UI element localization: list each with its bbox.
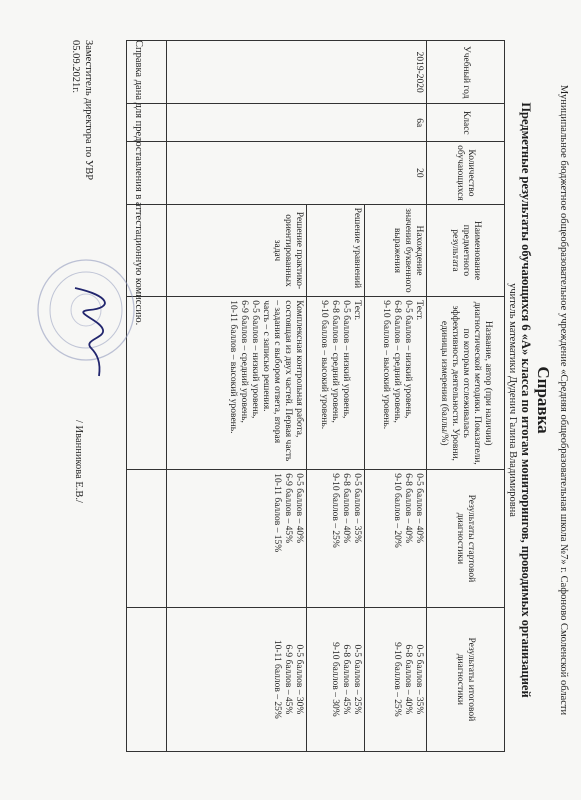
header-final: Результаты итоговой диагностики <box>427 607 505 751</box>
signer-name: / Иванникова Е.В./ <box>73 420 84 503</box>
cell-method <box>365 297 427 470</box>
start-line: 0-5 баллов – 40% <box>414 473 424 543</box>
cell-final <box>307 607 365 751</box>
signer-role: Заместитель директора по УВР <box>83 40 94 181</box>
header-year: Учебный год <box>427 41 505 104</box>
method-line: 9-10 баллов – высокий уровень. <box>319 300 329 430</box>
start-line: 0-5 баллов – 35% <box>352 473 362 543</box>
cell-result-name: Нахождение значения буквенного выражения <box>365 204 427 297</box>
organization-name: Муниципальное бюджетное общеобразовательное учреждение «Средняя общеобразовательная школа №7» г. Сафоново Смоленской области <box>558 84 569 716</box>
empty-cell <box>127 470 167 608</box>
final-line: 9-10 баллов – 25% <box>392 642 402 717</box>
header-result-name: Наименование предметного результата <box>427 204 505 297</box>
document-title: Справка <box>534 366 553 434</box>
start-line: 9-10 баллов – 25% <box>330 473 340 548</box>
start-line: 6-8 баллов – 40% <box>341 473 351 543</box>
signature-mark <box>75 288 105 376</box>
teacher-line: учитель математики Дуденич Галина Владимировна <box>507 283 518 517</box>
start-line: 10-11 баллов – 15% <box>272 473 282 553</box>
method-line: 0-5 баллов – низкий уровень, <box>341 300 351 419</box>
final-line: 0-5 баллов – 25% <box>352 644 362 715</box>
final-line: 0-5 баллов – 35% <box>414 644 424 715</box>
header-start: Результаты стартовой диагностики <box>427 470 505 608</box>
method-line: 0-5 баллов – низкий уровень, <box>403 300 413 419</box>
final-line: 6-9 баллов – 45% <box>283 644 293 715</box>
cell-start <box>167 470 307 608</box>
method-line: Комплексная контрольная работа, состоящая из двух частей. Первая часть – задания с выбором ответа, вторая часть – с записью решения. <box>261 300 304 462</box>
method-line: 6-9 баллов – средний уровень, <box>239 300 249 423</box>
cell-final <box>365 607 427 751</box>
method-line: 0-5 баллов – низкий уровень, <box>250 300 260 419</box>
cell-method <box>307 297 365 470</box>
method-line: Тест. <box>414 300 424 321</box>
method-line: 9-10 баллов – высокий уровень. <box>381 300 391 430</box>
final-line: 10-11 баллов – 25% <box>272 639 282 719</box>
cell-result-name: Решение практико-ориентированных задач <box>167 204 307 297</box>
header-class: Класс <box>427 104 505 142</box>
footer-note: Справка дана для предоставления в аттестационную комиссию. <box>133 40 144 326</box>
final-line: 6-8 баллов – 45% <box>341 644 351 715</box>
method-line: Тест. <box>352 300 362 321</box>
method-line: 6-8 баллов – средний уровень, <box>392 300 402 423</box>
document-date: 05.09.2021г. <box>70 40 81 93</box>
start-line: 6-8 баллов – 40% <box>403 473 413 543</box>
cell-start <box>365 470 427 608</box>
final-line: 9-10 баллов – 30% <box>330 642 340 717</box>
cell-count: 20 <box>167 142 427 205</box>
results-table <box>126 40 505 752</box>
table-row <box>365 41 427 752</box>
cell-final <box>167 607 307 751</box>
method-line: 6-8 баллов – средний уровень, <box>330 300 340 423</box>
start-line: 6-9 баллов – 45% <box>283 473 293 543</box>
cell-method <box>167 297 307 470</box>
header-method: Название, автор (при наличии) диагностической методики. Показатели, по которым отслеживалась эффективность деятельности. Уровни, единицы измерения (баллы/%) <box>427 297 505 470</box>
cell-class: 6а <box>167 104 427 142</box>
final-line: 6-8 баллов – 40% <box>403 644 413 715</box>
cell-start <box>307 470 365 608</box>
start-line: 0-5 баллов – 40% <box>294 473 304 543</box>
round-stamp-icon <box>31 250 141 390</box>
document-subtitle: Предметные результаты обучающихся 6 «А» класса по итогам мониторингов, проводимых организацией <box>519 102 533 698</box>
header-count: Количество обучающихся <box>427 142 505 205</box>
start-line: 9-10 баллов – 20% <box>392 473 402 548</box>
final-line: 0-5 баллов – 30% <box>294 644 304 715</box>
cell-result-name: Решение уравнений <box>307 204 365 297</box>
method-line: 10-11 баллов – высокий уровень. <box>228 300 238 434</box>
cell-year: 2019-2020 <box>167 41 427 104</box>
table-header-row <box>427 41 505 752</box>
empty-cell <box>127 607 167 751</box>
